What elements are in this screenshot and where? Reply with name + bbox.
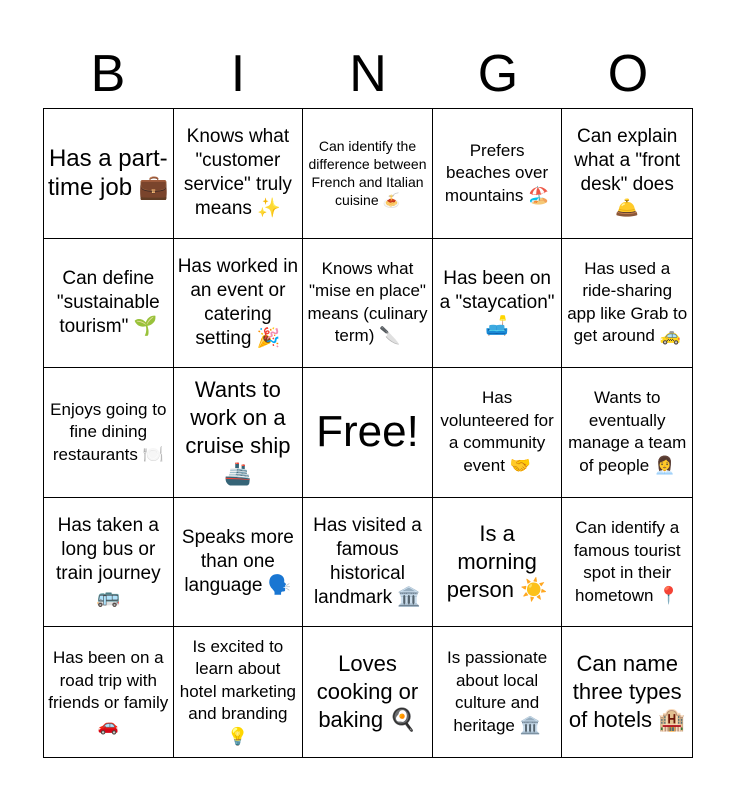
bingo-cell-r1c3[interactable]: Can identify the difference between French and Italian cuisine 🍝 — [303, 109, 433, 239]
bingo-cell-r5c4[interactable]: Is passionate about local culture and heritage 🏛️ — [433, 627, 563, 757]
bingo-cell-r2c3[interactable]: Knows what "mise en place" means (culinary term) 🔪 — [303, 239, 433, 369]
bingo-cell-free-space[interactable]: Free! — [303, 368, 433, 498]
bingo-cell-r2c1[interactable]: Can define "sustainable tourism" 🌱 — [44, 239, 174, 369]
bingo-cell-r5c2[interactable]: Is excited to learn about hotel marketing and branding 💡 — [174, 627, 304, 757]
bingo-header — [43, 40, 693, 108]
header-letter-n: N — [349, 45, 387, 103]
bingo-cell-r4c2[interactable]: Speaks more than one language 🗣️ — [174, 498, 304, 628]
header-letter-o: O — [607, 45, 649, 103]
header-letter-i: I — [230, 45, 246, 103]
bingo-cell-r1c1[interactable]: Has a part-time job 💼 — [44, 109, 174, 239]
bingo-cell-r4c4[interactable]: Is a morning person ☀️ — [433, 498, 563, 628]
bingo-cell-r4c1[interactable]: Has taken a long bus or train journey 🚌 — [44, 498, 174, 628]
bingo-cell-r2c4[interactable]: Has been on a "staycation" 🛋️ — [433, 239, 563, 369]
header-letter-b: B — [90, 45, 126, 103]
header-letter-g: G — [477, 45, 519, 103]
bingo-cell-r5c5[interactable]: Can name three types of hotels 🏨 — [568, 651, 686, 733]
bingo-cell-r5c1[interactable]: Has been on a road trip with friends or family 🚗 — [44, 627, 174, 757]
bingo-cell-r3c4[interactable]: Has volunteered for a community event 🤝 — [433, 368, 563, 498]
bingo-cell-r5c3[interactable]: Loves cooking or baking 🍳 — [303, 627, 433, 757]
bingo-cell-r3c5[interactable]: Wants to eventually manage a team of people 👩‍💼 — [562, 368, 692, 498]
bingo-cell-r1c5[interactable]: Can explain what a "front desk" does 🛎️ — [562, 109, 692, 239]
bingo-cell-r4c3[interactable]: Has visited a famous historical landmark 🏛️ — [303, 498, 433, 628]
bingo-cell-r2c5[interactable]: Has used a ride-sharing app like Grab to get around 🚕 — [562, 239, 692, 369]
bingo-cell-r4c5[interactable]: Can identify a famous tourist spot in their hometown 📍 — [562, 498, 692, 628]
bingo-cell-r2c2[interactable]: Has worked in an event or catering setting 🎉 — [174, 239, 304, 369]
bingo-cell-r3c2[interactable]: Wants to work on a cruise ship 🚢 — [174, 368, 304, 498]
bingo-cell-r1c4[interactable]: Prefers beaches over mountains 🏖️ — [433, 109, 563, 239]
bingo-board — [43, 108, 693, 758]
bingo-cell-r1c2[interactable]: Knows what "customer service" truly means ✨ — [174, 109, 304, 239]
bingo-cell-r3c1[interactable]: Enjoys going to fine dining restaurants 🍽️ — [44, 368, 174, 498]
